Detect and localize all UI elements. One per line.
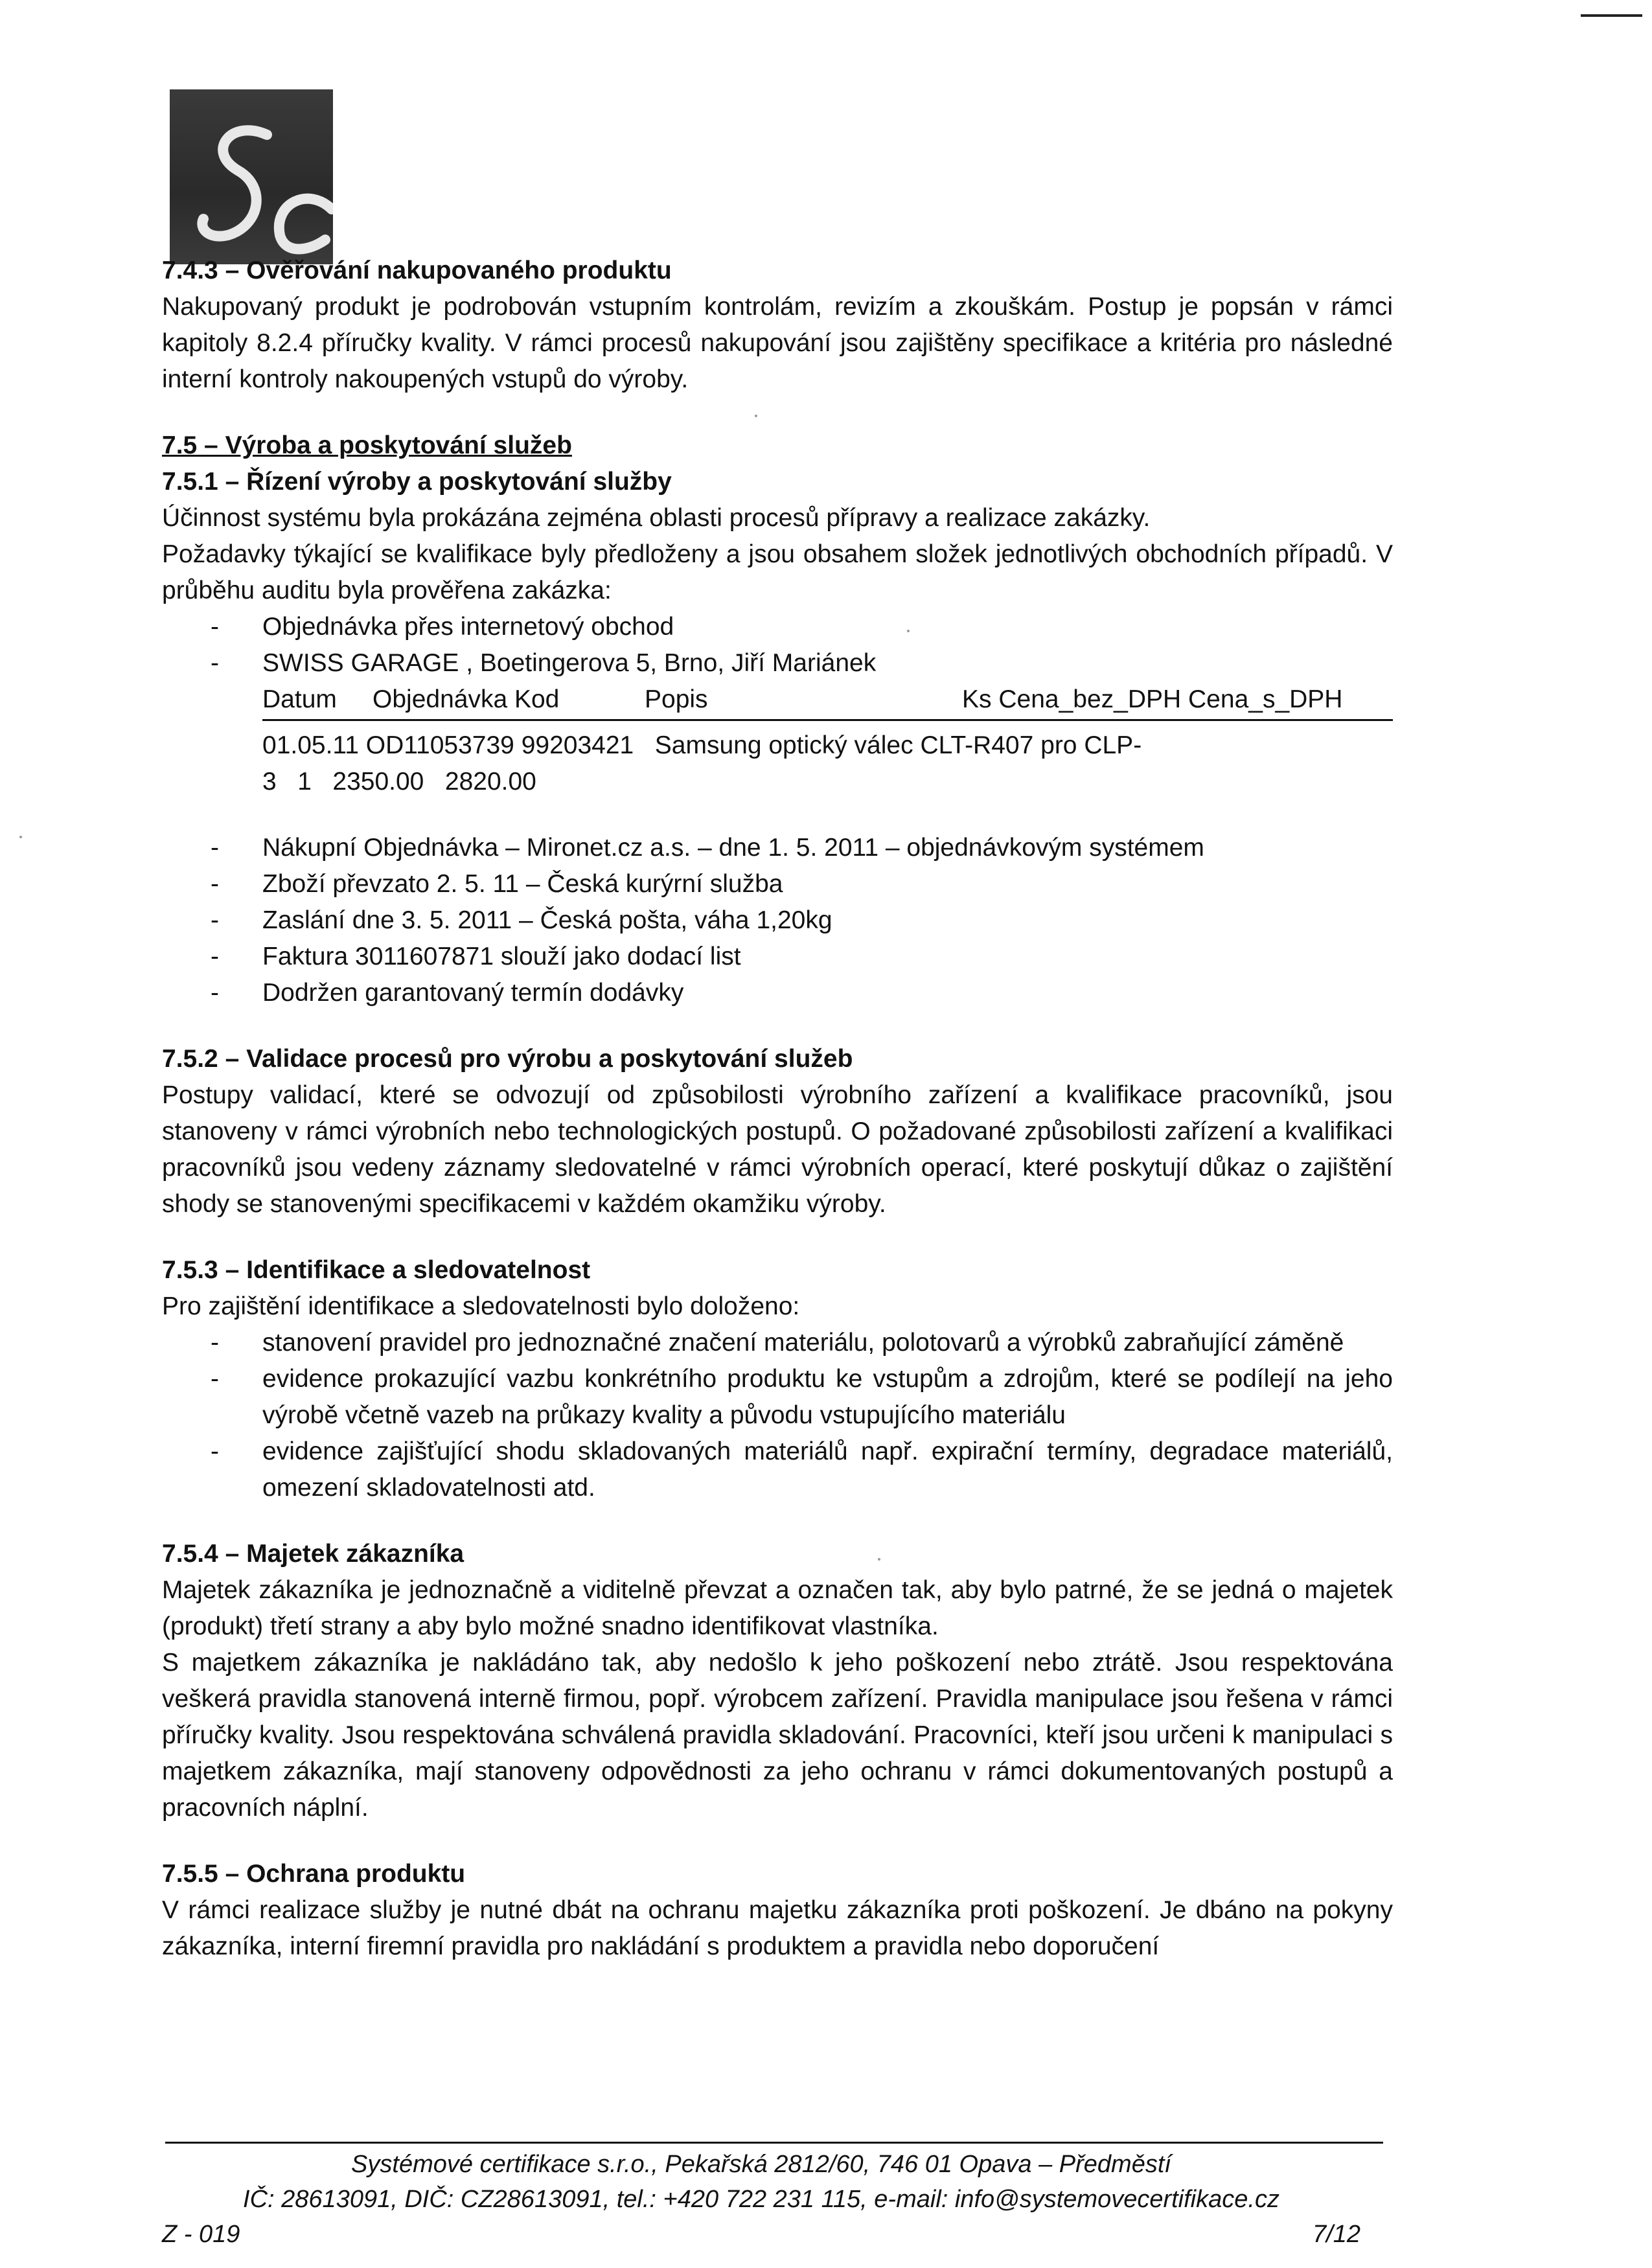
paragraph-7-5-4-a: Majetek zákazníka je jednoznačně a viditelně převzat a označen tak, aby bylo patrné, že se jedná o majetek (produkt) třetí strany a aby bylo možné snadno identifikovat vlastníka. [162,1576,1393,1640]
page-footer [162,2138,1360,2252]
heading-7-5-1: 7.5.1 – Řízení výroby a poskytování služby [162,468,672,496]
document-code: Z - 019 [162,2221,240,2248]
list-item: - Objednávka přes internetový obchod [162,609,1393,645]
list-item: - evidence zajišťující shodu skladovaných materiálů např. expirační termíny, degradace materiálů, omezení skladovatelnosti atd. [162,1434,1393,1506]
col-datum: Datum [262,685,337,713]
identification-list [162,1325,1393,1506]
delivery-list [162,830,1393,1011]
order-table-header [262,682,1393,721]
row-ids: 01.05.11 OD11053739 99203421 [262,731,634,759]
document-body [162,253,1393,1965]
list-item: - Zboží převzato 2. 5. 11 – Česká kurýrní služba [162,866,1393,902]
list-item: - stanovení pravidel pro jednoznačné značení materiálu, polotovarů a výrobků zabraňující záměně [162,1325,1393,1361]
list-item: - Faktura 3011607871 slouží jako dodací list [162,939,1393,975]
col-popis: Popis [645,685,708,713]
scan-speck [19,836,22,838]
col-objednavka-kod: Objednávka Kod [373,685,560,713]
logo-icon [170,89,333,264]
heading-7-5: 7.5 – Výroba a poskytování služeb [162,431,572,459]
paragraph-7-5-2: Postupy validací, které se odvozují od způsobilosti výrobního zařízení a kvalifikace pracovníků, jsou stanoveny v rámci výrobních nebo technologických postupů. O požadované způsobilosti zařízení a kvalifikaci pracovníků jsou vedeny záznamy sledovatelné v rámci výrobních operací, které poskytují důkaz o zajištění shody se stanovenými specifikacemi v každém okamžiku výroby. [162,1081,1393,1218]
order-table [262,682,1393,800]
table-row: 3 1 2350.00 2820.00 [262,768,536,796]
footer-contacts: IČ: 28613091, DIČ: CZ28613091, tel.: +420 722 231 115, e-mail: info@systemovecertifikace.cz [243,2186,1279,2213]
scan-speck [878,1558,880,1561]
paragraph-7-5-4-b: S majetkem zákazníka je nakládáno tak, aby nedošlo k jeho poškození nebo ztrátě. Jsou respektována veškerá pravidla stanovená interně firmou, popř. výrobcem zařízení. Pravidla manipulace jsou řešena v rámci příručky kvality. Jsou respektována schválená pravidla skladování. Pracovníci, kteří jsou určeni k manipulaci s majetkem zákazníka, mají stanoveny odpovědnosti za jeho ochranu v rámci dokumentovaných postupů a pracovních náplní. [162,1649,1393,1822]
list-item: - Dodržen garantovaný termín dodávky [162,975,1393,1011]
footer-address: Systémové certifikace s.r.o., Pekařská 2812/60, 746 01 Opava – Předměstí [351,2151,1171,2178]
heading-7-5-2: 7.5.2 – Validace procesů pro výrobu a poskytování služeb [162,1045,853,1073]
scan-speck [907,630,910,632]
paragraph-7-4-3: Nakupovaný produkt je podrobován vstupním kontrolám, revizím a zkouškám. Postup je popsán v rámci kapitoly 8.2.4 příručky kvality. V rámci procesů nakupování jsou zajištěny specifikace a kritéria pro následné interní kontroly nakoupených vstupů do výroby. [162,293,1393,393]
page-number: 7/12 [1313,2221,1360,2248]
paragraph-7-5-3: Pro zajištění identifikace a sledovatelnosti bylo doloženo: [162,1292,800,1320]
scan-speck [755,415,757,417]
list-item: - Zaslání dne 3. 5. 2011 – Česká pošta, váha 1,20kg [162,902,1393,939]
order-list [162,609,1393,682]
footer-meta [162,2217,1360,2252]
list-item: - Nákupní Objednávka – Mironet.cz a.s. – dne 1. 5. 2011 – objednávkovým systémem [162,830,1393,866]
list-item: - evidence prokazující vazbu konkrétního produktu ke vstupům a zdrojům, které se podílejí na jeho výrobě včetně vazeb na průkazy kvality a původu vstupujícího materiálu [162,1361,1393,1434]
heading-7-5-4: 7.5.4 – Majetek zákazníka [162,1540,465,1568]
heading-7-5-5: 7.5.5 – Ochrana produktu [162,1860,466,1888]
list-item: - SWISS GARAGE , Boetingerova 5, Brno, Jiří Mariánek [162,645,1393,682]
paragraph-7-5-1-b: Požadavky týkající se kvalifikace byly předloženy a jsou obsahem složek jednotlivých obchodních případů. V průběhu auditu byla prověřena zakázka: [162,540,1393,604]
table-row [262,727,1393,764]
scan-edge-line [1581,14,1642,17]
col-ks-cena: Ks Cena_bez_DPH Cena_s_DPH [962,685,1343,713]
paragraph-7-5-5: V rámci realizace služby je nutné dbát na ochranu majetku zákazníka proti poškození. Je dbáno na pokyny zákazníka, interní firemní pravidla pro nakládání s produktem a pravidla nebo doporučení [162,1896,1393,1960]
paragraph-7-5-1-a: Účinnost systému byla prokázána zejména oblasti procesů přípravy a realizace zakázky. [162,504,1151,532]
heading-7-5-3: 7.5.3 – Identifikace a sledovatelnost [162,1256,591,1284]
company-logo [170,89,333,264]
heading-7-4-3: 7.4.3 – Ověřování nakupovaného produktu [162,257,672,284]
row-description: Samsung optický válec CLT-R407 pro CLP- [654,731,1142,759]
